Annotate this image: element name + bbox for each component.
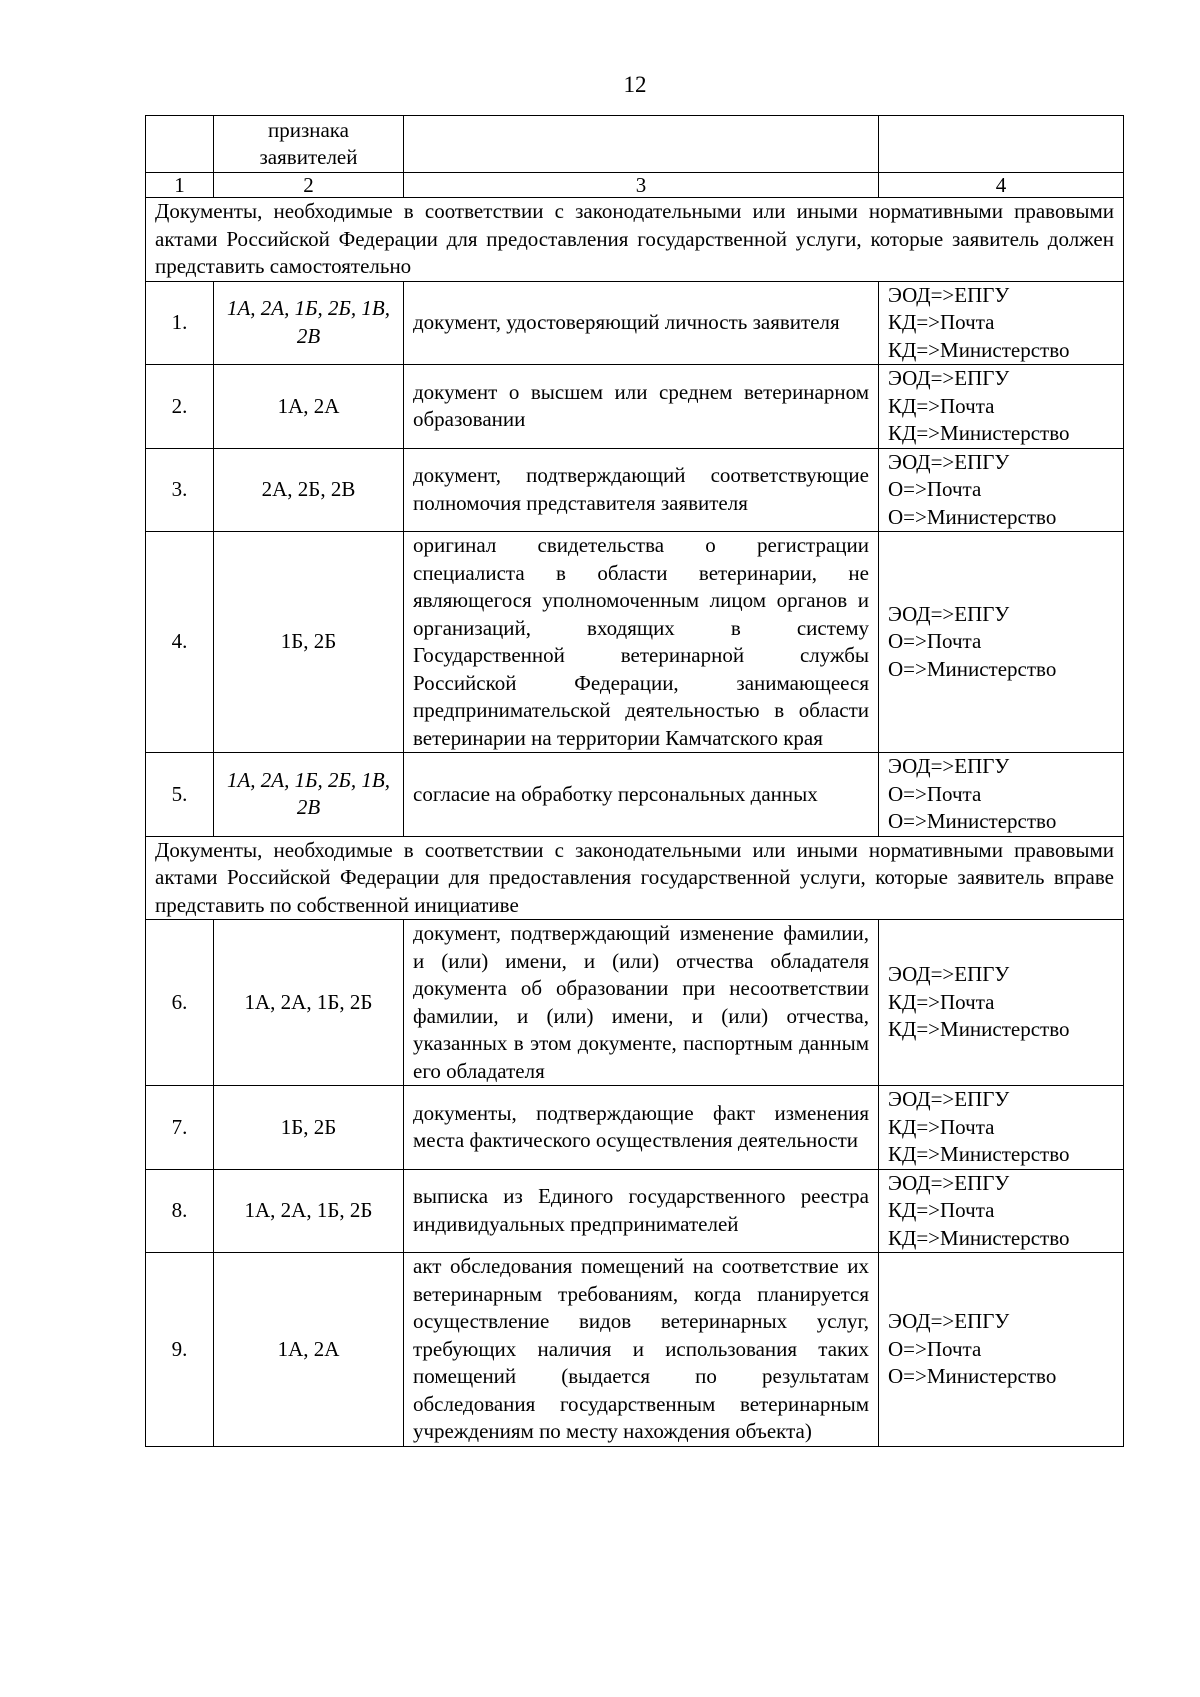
table-row (146, 920, 1124, 1086)
submission-channel: ЭОД=>ЕПГУ (888, 282, 1010, 307)
submission-channel: ЭОД=>ЕПГУ (888, 1309, 1010, 1333)
section-header-row (146, 836, 1124, 920)
submission-channels (879, 753, 1124, 837)
submission-channel: О=>Почта (888, 1336, 982, 1361)
submission-channel: КД=>Почта (888, 989, 995, 1014)
document-name: документ о высшем или среднем ветеринарном образовании (404, 365, 879, 449)
document-name: документ, удостоверяющий личность заявителя (404, 281, 879, 365)
submission-channel: КД=>Министерство (888, 1225, 1070, 1250)
page-number: 12 (623, 72, 647, 97)
submission-channel: КД=>Почта (888, 1114, 995, 1139)
column-number-cell: 2 (214, 173, 404, 198)
submission-channel: КД=>Министерство (888, 1017, 1070, 1042)
submission-channel: ЭОД=>ЕПГУ (888, 366, 1010, 390)
applicant-groups: 1А, 2А, 1Б, 2Б (214, 920, 404, 1086)
table-row (146, 1253, 1124, 1447)
applicant-groups: 1А, 2А, 1Б, 2Б, 1В, 2В (214, 281, 404, 365)
header-cell-2: признака заявителей (214, 116, 404, 173)
header-continuation-row (146, 116, 1124, 173)
submission-channel: ЭОД=>ЕПГУ (888, 962, 1010, 987)
submission-channel: О=>Почта (888, 477, 982, 501)
submission-channels (879, 448, 1124, 532)
document-name: документы, подтверждающие факт изменения места фактического осуществления деятельности (404, 1086, 879, 1170)
column-numbers-row (146, 173, 1124, 198)
table-row (146, 532, 1124, 753)
documents-table (145, 115, 1124, 1447)
submission-channel: ЭОД=>ЕПГУ (888, 1087, 1010, 1111)
column-number-cell: 3 (404, 173, 879, 198)
submission-channels (879, 365, 1124, 449)
table-row (146, 448, 1124, 532)
document-name: оригинал свидетельства о регистрации специалиста в области ветеринарии, не являющегося уполномоченным лицом органов и организаций, входящих в систему Государственной ветеринарной службы Российской Федерации, занимающееся предпринимательской деятельностью в области ветеринарии на территории Камчатского края (404, 532, 879, 753)
row-number: 4. (146, 532, 214, 753)
document-name: выписка из Единого государственного реестра индивидуальных предпринимателей (404, 1169, 879, 1253)
submission-channels (879, 1086, 1124, 1170)
applicant-groups: 1А, 2А (214, 365, 404, 449)
submission-channel: КД=>Почта (888, 310, 995, 334)
submission-channel: КД=>Почта (888, 1198, 995, 1222)
row-number: 2. (146, 365, 214, 449)
applicant-groups: 1А, 2А (214, 1253, 404, 1447)
document-name: документ, подтверждающий изменение фамилии, и (или) имени, и (или) отчества обладателя документа об образовании при несоответствии фамилии, и (или) имени, и (или) отчества, указанных в этом документе, паспортным данным его обладателя (404, 920, 879, 1086)
column-number-cell: 4 (879, 173, 1124, 198)
submission-channel: ЭОД=>ЕПГУ (888, 601, 1010, 626)
table-row (146, 281, 1124, 365)
header-cell-1 (146, 116, 214, 173)
submission-channel: ЭОД=>ЕПГУ (888, 1170, 1010, 1195)
submission-channels (879, 920, 1124, 1086)
submission-channel: ЭОД=>ЕПГУ (888, 754, 1010, 778)
applicant-groups: 1Б, 2Б (214, 532, 404, 753)
section-title: Документы, необходимые в соответствии с законодательными или иными нормативными правовыми актами Российской Федерации для предоставления государственной услуги, которые заявитель должен представить самостоятельно (146, 198, 1124, 282)
row-number: 5. (146, 753, 214, 837)
submission-channels (879, 281, 1124, 365)
column-number-cell: 1 (146, 173, 214, 198)
submission-channel: О=>Министерство (888, 504, 1057, 529)
submission-channel: КД=>Министерство (888, 337, 1070, 362)
submission-channel: КД=>Почта (888, 393, 995, 418)
submission-channel: О=>Почта (888, 781, 982, 806)
submission-channel: О=>Почта (888, 629, 982, 654)
document-name: акт обследования помещений на соответствие их ветеринарным требованиям, когда планируется осуществление видов ветеринарных услуг, требующих наличия и использования таких помещений (выдается по результатам обследования государственным ветеринарным учреждениям по месту нахождения объекта) (404, 1253, 879, 1447)
table-row (146, 1169, 1124, 1253)
table-row (146, 753, 1124, 837)
submission-channel: КД=>Министерство (888, 421, 1070, 445)
table-row (146, 365, 1124, 449)
document-name: согласие на обработку персональных данных (404, 753, 879, 837)
submission-channel: О=>Министерство (888, 809, 1057, 833)
submission-channel: О=>Министерство (888, 1364, 1057, 1388)
table-row (146, 1086, 1124, 1170)
submission-channels (879, 1169, 1124, 1253)
section-header-row (146, 198, 1124, 282)
applicant-groups: 1Б, 2Б (214, 1086, 404, 1170)
submission-channel: ЭОД=>ЕПГУ (888, 449, 1010, 474)
submission-channels (879, 1253, 1124, 1447)
submission-channel: КД=>Министерство (888, 1142, 1070, 1166)
applicant-groups: 1А, 2А, 1Б, 2Б, 1В, 2В (214, 753, 404, 837)
row-number: 7. (146, 1086, 214, 1170)
applicant-groups: 2А, 2Б, 2В (214, 448, 404, 532)
section-title: Документы, необходимые в соответствии с законодательными или иными нормативными правовыми актами Российской Федерации для предоставления государственной услуги, которые заявитель вправе представить по собственной инициативе (146, 836, 1124, 920)
row-number: 9. (146, 1253, 214, 1447)
row-number: 8. (146, 1169, 214, 1253)
row-number: 3. (146, 448, 214, 532)
document-name: документ, подтверждающий соответствующие полномочия представителя заявителя (404, 448, 879, 532)
submission-channel: О=>Министерство (888, 656, 1057, 681)
header-cell-3 (404, 116, 879, 173)
applicant-groups: 1А, 2А, 1Б, 2Б (214, 1169, 404, 1253)
row-number: 6. (146, 920, 214, 1086)
submission-channels (879, 532, 1124, 753)
header-cell-4 (879, 116, 1124, 173)
row-number: 1. (146, 281, 214, 365)
